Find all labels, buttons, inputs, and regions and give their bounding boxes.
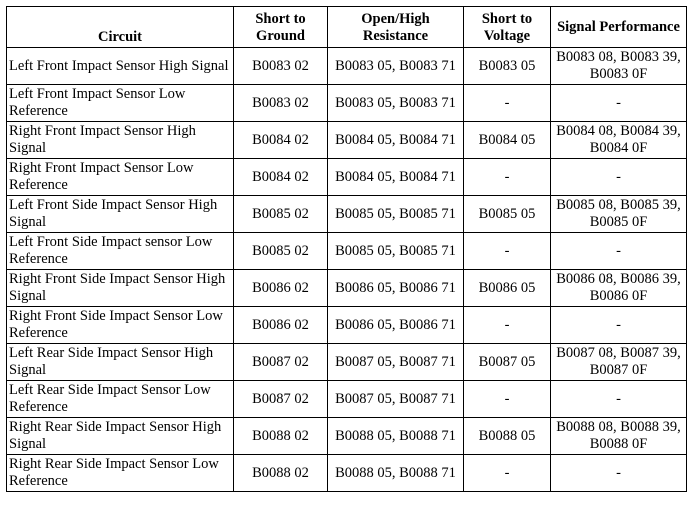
cell-short-to-ground: B0085 02 (234, 196, 328, 233)
cell-circuit: Right Front Impact Sensor Low Reference (7, 159, 234, 196)
cell-circuit: Right Front Impact Sensor High Signal (7, 122, 234, 159)
table-row (7, 455, 687, 492)
cell-open-high-resistance: B0086 05, B0086 71 (328, 307, 464, 344)
circuit-dtc-table (6, 6, 687, 492)
header-short-to-ground: Short to Ground (234, 7, 328, 48)
cell-short-to-ground: B0087 02 (234, 344, 328, 381)
table-row (7, 159, 687, 196)
cell-short-to-voltage: - (464, 307, 551, 344)
cell-open-high-resistance: B0085 05, B0085 71 (328, 196, 464, 233)
cell-short-to-ground: B0084 02 (234, 159, 328, 196)
cell-open-high-resistance: B0085 05, B0085 71 (328, 233, 464, 270)
cell-short-to-voltage: - (464, 455, 551, 492)
cell-signal-performance: - (551, 233, 687, 270)
table-row (7, 270, 687, 307)
cell-short-to-ground: B0086 02 (234, 270, 328, 307)
cell-open-high-resistance: B0087 05, B0087 71 (328, 381, 464, 418)
header-signal-performance: Signal Performance (551, 7, 687, 48)
table-row (7, 381, 687, 418)
cell-signal-performance: B0086 08, B0086 39, B0086 0F (551, 270, 687, 307)
cell-open-high-resistance: B0086 05, B0086 71 (328, 270, 464, 307)
cell-circuit: Left Front Side Impact Sensor High Signal (7, 196, 234, 233)
cell-circuit: Left Rear Side Impact Sensor High Signal (7, 344, 234, 381)
cell-short-to-voltage: - (464, 159, 551, 196)
cell-circuit: Right Front Side Impact Sensor High Signal (7, 270, 234, 307)
cell-open-high-resistance: B0083 05, B0083 71 (328, 85, 464, 122)
cell-signal-performance: - (551, 455, 687, 492)
cell-signal-performance: B0087 08, B0087 39, B0087 0F (551, 344, 687, 381)
cell-open-high-resistance: B0088 05, B0088 71 (328, 418, 464, 455)
cell-short-to-voltage: B0083 05 (464, 48, 551, 85)
cell-open-high-resistance: B0084 05, B0084 71 (328, 122, 464, 159)
table-row (7, 48, 687, 85)
cell-short-to-ground: B0085 02 (234, 233, 328, 270)
cell-open-high-resistance: B0083 05, B0083 71 (328, 48, 464, 85)
cell-short-to-voltage: - (464, 85, 551, 122)
cell-short-to-voltage: B0086 05 (464, 270, 551, 307)
cell-short-to-ground: B0083 02 (234, 48, 328, 85)
cell-short-to-ground: B0088 02 (234, 455, 328, 492)
table-header (7, 7, 687, 48)
cell-short-to-voltage: B0084 05 (464, 122, 551, 159)
cell-short-to-voltage: B0088 05 (464, 418, 551, 455)
cell-circuit: Left Front Side Impact sensor Low Reference (7, 233, 234, 270)
cell-signal-performance: B0084 08, B0084 39, B0084 0F (551, 122, 687, 159)
cell-signal-performance: B0083 08, B0083 39, B0083 0F (551, 48, 687, 85)
cell-signal-performance: B0085 08, B0085 39, B0085 0F (551, 196, 687, 233)
table-row (7, 85, 687, 122)
cell-short-to-ground: B0086 02 (234, 307, 328, 344)
cell-circuit: Left Rear Side Impact Sensor Low Reference (7, 381, 234, 418)
cell-signal-performance: - (551, 85, 687, 122)
document-page (6, 6, 687, 492)
cell-open-high-resistance: B0084 05, B0084 71 (328, 159, 464, 196)
cell-short-to-ground: B0087 02 (234, 381, 328, 418)
header-open-high-resistance: Open/High Resistance (328, 7, 464, 48)
table-body (7, 48, 687, 492)
table-row (7, 122, 687, 159)
cell-short-to-voltage: B0085 05 (464, 196, 551, 233)
cell-circuit: Right Rear Side Impact Sensor High Signal (7, 418, 234, 455)
table-row (7, 418, 687, 455)
cell-open-high-resistance: B0088 05, B0088 71 (328, 455, 464, 492)
cell-circuit: Right Front Side Impact Sensor Low Reference (7, 307, 234, 344)
cell-short-to-voltage: - (464, 233, 551, 270)
header-circuit: Circuit (7, 7, 234, 48)
cell-circuit: Right Rear Side Impact Sensor Low Reference (7, 455, 234, 492)
cell-short-to-voltage: - (464, 381, 551, 418)
cell-signal-performance: - (551, 381, 687, 418)
header-row (7, 7, 687, 48)
table-row (7, 344, 687, 381)
table-row (7, 307, 687, 344)
cell-short-to-ground: B0088 02 (234, 418, 328, 455)
cell-signal-performance: - (551, 307, 687, 344)
cell-circuit: Left Front Impact Sensor Low Reference (7, 85, 234, 122)
cell-signal-performance: - (551, 159, 687, 196)
table-row (7, 196, 687, 233)
cell-circuit: Left Front Impact Sensor High Signal (7, 48, 234, 85)
header-short-to-voltage: Short to Voltage (464, 7, 551, 48)
cell-short-to-voltage: B0087 05 (464, 344, 551, 381)
cell-open-high-resistance: B0087 05, B0087 71 (328, 344, 464, 381)
table-row (7, 233, 687, 270)
cell-signal-performance: B0088 08, B0088 39, B0088 0F (551, 418, 687, 455)
cell-short-to-ground: B0083 02 (234, 85, 328, 122)
cell-short-to-ground: B0084 02 (234, 122, 328, 159)
